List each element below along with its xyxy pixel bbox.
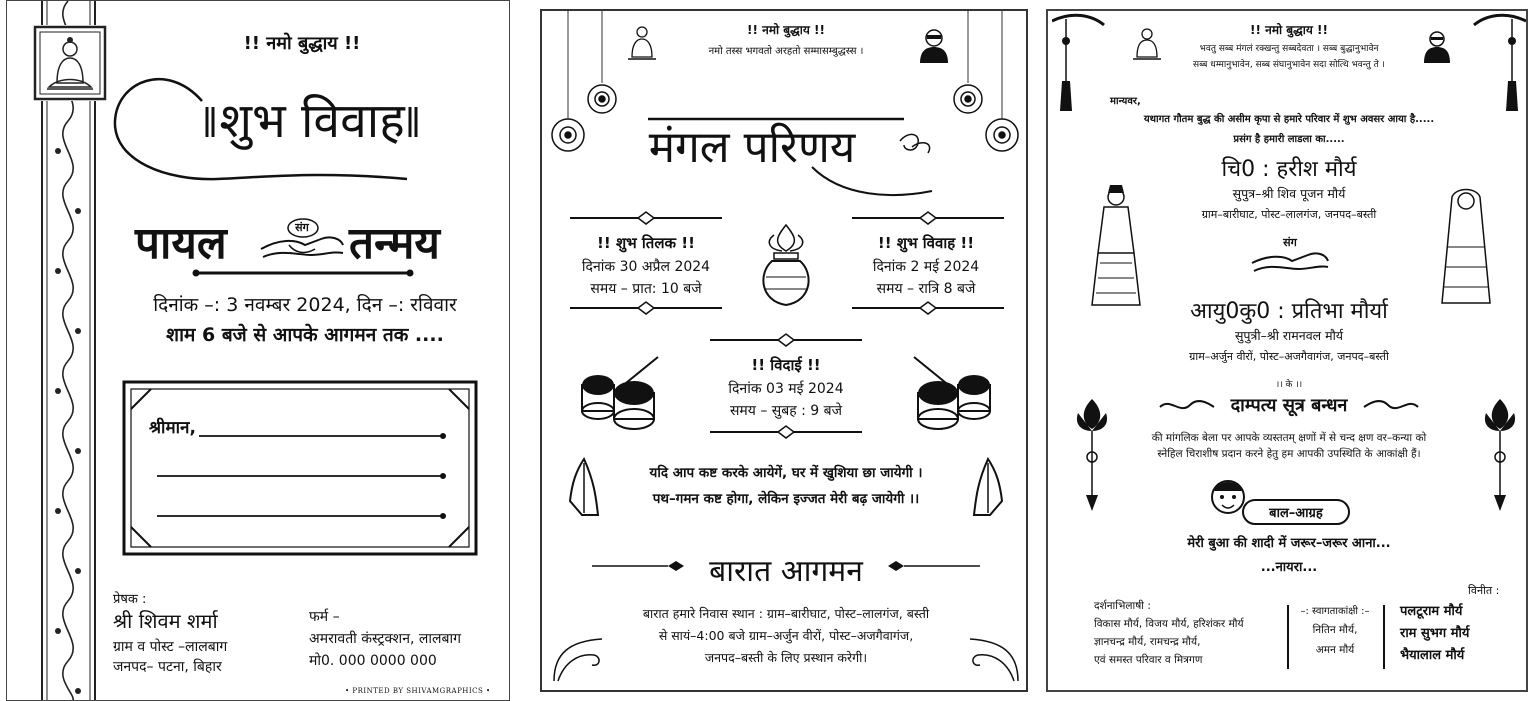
- namo-buddhay-heading: !! नमो बुद्धाय !!: [747, 23, 825, 37]
- sender-label: प्रेषक :: [113, 592, 147, 607]
- shriman-label: श्रीमान,: [149, 418, 196, 438]
- invitation-card-dampatya-sutra: [1046, 9, 1528, 692]
- buddha-icon: [33, 25, 107, 101]
- section-divider: [852, 301, 1004, 315]
- swagatakanshi-label: –: स्वागताकांक्षी :–: [1300, 606, 1370, 617]
- sender-address-2: जनपद– पटना, बिहार: [113, 659, 222, 675]
- vinit-name-3: भैयालाल मौर्य: [1400, 648, 1465, 663]
- sender-name: श्री शिवम शर्मा: [113, 609, 218, 633]
- vivah-date: दिनांक 2 मई 2024: [872, 259, 980, 275]
- printed-by-credit: • PRINTED BY SHIVAMGRAPHICS •: [345, 687, 491, 695]
- barat-aagman-title: बारात आगमन: [709, 554, 863, 589]
- tilak-time: समय – प्रात: 10 बजे: [590, 281, 702, 297]
- section-divider: [710, 425, 862, 439]
- section-divider: [570, 211, 722, 225]
- pali-blessing-line-2: सब्ब धम्मानुभावेन, सब्ब संघानुभावेन सदा सोत्थि भवन्तु ते ।: [1193, 60, 1385, 70]
- darshanabhilashi-label: दर्शनाभिलाषी :: [1094, 600, 1151, 612]
- tilak-title: !! शुभ तिलक !!: [597, 234, 695, 252]
- bride-name: पायल: [135, 218, 227, 269]
- ke-connector: ।। के ।।: [1275, 380, 1303, 390]
- title-divider-left: [592, 559, 688, 573]
- groom-father: सुपुत्र–श्री शिव पूजन मौर्य: [1232, 186, 1346, 201]
- kalash-icon: [756, 221, 816, 311]
- bua-request-line: मेरी बुआ की शादी में जरूर–जरूर आना...: [1187, 536, 1391, 551]
- floral-border-strip: [40, 1, 98, 701]
- darshanabhilashi-line-3: एवं समस्त परिवार व मित्रगण: [1094, 654, 1203, 666]
- invitation-verse-line-2: पथ–गमन कष्ट होगा, लेकिन इज्जत मेरी बढ़ जायेगी ।।: [652, 491, 920, 507]
- bride-name: आयु0कु0 : प्रतिभा मौर्या: [1190, 299, 1388, 324]
- bal-aagrah-badge: बाल–आग्रह: [1242, 499, 1350, 525]
- vinit-name-2: राम सुभग मौर्य: [1400, 626, 1470, 641]
- dhol-drum-icon: [906, 351, 994, 431]
- firm-label: फर्म –: [309, 609, 340, 625]
- intro-line: यथागत गौतम बुद्ध की असीम कृपा से हमारे परिवार में शुभ अवसर आया है.....: [1143, 114, 1435, 125]
- darshanabhilashi-line-2: ज्ञानचन्द्र मौर्य, रामचन्द्र मौर्य,: [1094, 636, 1201, 648]
- section-divider: [710, 333, 862, 347]
- barat-details-line-2: से सायं–4:00 बजे ग्राम–अर्जुन वीरों, पोस्ट–अजगैवागंज,: [658, 628, 914, 643]
- namo-buddhay-heading: !! नमो बुद्धाय !!: [243, 33, 361, 54]
- title-divider-right: [884, 559, 980, 573]
- sang-label: संग: [295, 221, 309, 234]
- barat-details-line-1: बारात हमारे निवास स्थान : ग्राम–बारीघाट, पोस्ट–लालगंज, बस्ती: [642, 606, 930, 621]
- groom-name: चि0 : हरीश मौर्य: [1221, 157, 1357, 182]
- invitation-verse-line-1: यदि आप कष्ट करके आयेगें, घर में खुशिया छा जायेगी ।: [649, 465, 923, 481]
- invitation-card-mangal-parinay: [540, 9, 1028, 692]
- column-divider: [1286, 605, 1290, 669]
- barat-details-line-3: जनपद–बस्ती के लिए प्रस्थान करेगी।: [704, 650, 868, 665]
- vinit-name-1: पलटूराम मौर्य: [1400, 604, 1463, 619]
- page-title: शुभ विवाह: [219, 93, 405, 149]
- dampatya-sutra-heading: दाम्पत्य सूत्र बन्धन: [1230, 395, 1348, 416]
- event-date-line: दिनांक –: 3 नवम्बर 2024, दिन –: रविवार: [153, 294, 457, 316]
- groom-name: तन्मय: [349, 218, 440, 269]
- section-divider: [852, 211, 1004, 225]
- event-time-line: शाम 6 बजे से आपके आगमन तक ....: [166, 324, 444, 346]
- vidai-title: !! विदाई !!: [751, 356, 821, 374]
- vidai-time: समय – सुबह : 9 बजे: [729, 403, 843, 419]
- pali-blessing-line-1: भवतु सब्ब मंगलं रक्खन्तु सब्बदेवता । सब्ब बुद्धानुभावेन: [1199, 44, 1379, 54]
- invitation-card-shubh-vivah: [6, 0, 510, 701]
- swagatakanshi-name-1: नितिन मौर्य,: [1312, 624, 1358, 636]
- divider-line: [192, 269, 414, 277]
- section-divider: [570, 301, 722, 315]
- manyavar-salutation: मान्यवर,: [1110, 96, 1141, 107]
- corner-flourish-icon: [550, 633, 606, 685]
- blessing-line-1: की मांगलिक बेला पर आपके व्यस्ततम् क्षणों में से चन्द क्षण वर–कन्या को: [1151, 432, 1427, 444]
- firm-phone: मो0. 000 0000 000: [309, 653, 437, 669]
- bride-father: सुपुत्री–श्री रामनवल मौर्य: [1234, 328, 1344, 343]
- vidai-date: दिनांक 03 मई 2024: [728, 381, 844, 397]
- sang-label: संग: [1283, 236, 1297, 249]
- vivah-time: समय – रात्रि 8 बजे: [876, 281, 976, 297]
- address-frame: [121, 379, 479, 557]
- bride-address: ग्राम–अर्जुन वीरों, पोस्ट–अजगैवागंज, जनपद–बस्ती: [1189, 350, 1389, 363]
- sender-address-1: ग्राम व पोस्ट –लालबाग: [113, 639, 228, 655]
- tilak-date: दिनांक 30 अप्रैल 2024: [581, 259, 711, 275]
- page-title: मंगल परिणय: [648, 122, 856, 173]
- column-divider: [1382, 605, 1386, 669]
- firm-name: अमरावती कंस्ट्रक्शन, लालबाग: [309, 631, 461, 647]
- nayra-signature: ...नायरा...: [1260, 560, 1318, 575]
- swagatakanshi-name-2: अमन मौर्य: [1315, 644, 1355, 656]
- swirl-divider-right: [1362, 395, 1422, 417]
- blessing-line-2: स्नेहिल चिराशीष प्रदान करने हेतु हम आपकी उपस्थिति के आकांक्षी हैं।: [1157, 448, 1421, 460]
- groom-address: ग्राम–बारीघाट, पोस्ट–लालगंज, जनपद–बस्ती: [1201, 208, 1377, 221]
- vinit-label: विनीत :: [1468, 584, 1500, 597]
- corner-flourish-icon: [966, 633, 1022, 685]
- namo-buddhay-heading: !! नमो बुद्धाय !!: [1250, 23, 1328, 37]
- groom-figure-icon: [1084, 183, 1148, 311]
- dhol-drum-icon: [578, 351, 666, 431]
- darshanabhilashi-line-1: विकास मौर्य, विजय मौर्य, हरिशंकर मौर्य: [1094, 618, 1244, 630]
- bride-figure-icon: [1434, 187, 1498, 309]
- prasang-line: प्रसंग है हमारी लाडला का.....: [1233, 134, 1345, 145]
- pali-mantra: नमो तस्स भगवतो अरहतो सम्मासम्बुद्धस्स ।: [708, 46, 864, 57]
- vivah-title: !! शुभ विवाह !!: [877, 234, 975, 252]
